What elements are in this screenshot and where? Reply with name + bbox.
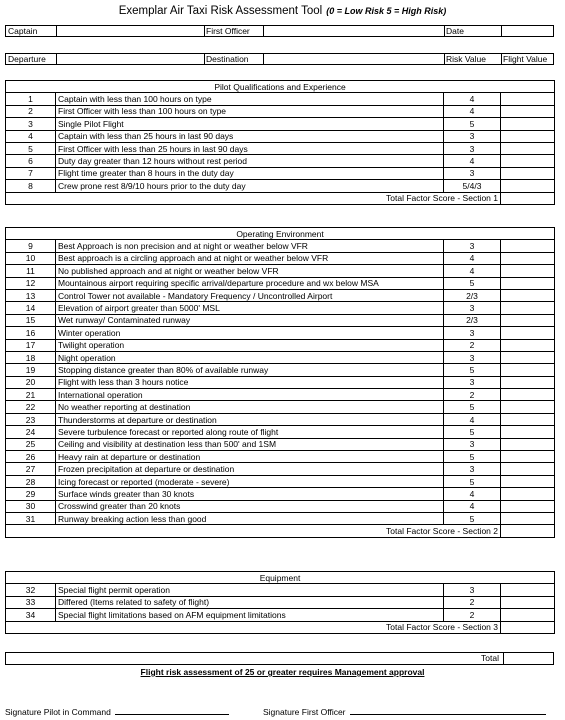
table-row [6,463,555,475]
row-factor: Best Approach is non precision and at night or weather below VFR [56,240,444,252]
first-officer-label: First Officer [206,26,250,36]
row-flight-value[interactable] [501,314,555,326]
row-number: 7 [6,167,56,179]
row-flight-value[interactable] [501,277,555,289]
table-row [6,302,555,314]
row-risk-value: 5 [444,475,501,487]
grand-total-row [5,652,554,665]
departure-label: Departure [8,54,46,64]
row-number: 30 [6,500,56,512]
table-row [6,118,555,130]
section-total-value[interactable] [501,621,555,633]
row-factor: Heavy rain at departure or destination [56,451,444,463]
row-flight-value[interactable] [501,475,555,487]
row-risk-value: 3 [444,463,501,475]
row-factor: International operation [56,389,444,401]
row-number: 33 [6,596,56,608]
row-risk-value: 5 [444,451,501,463]
row-risk-value: 3 [444,376,501,388]
table-row [6,265,555,277]
row-factor: Winter operation [56,327,444,339]
row-flight-value[interactable] [501,389,555,401]
row-risk-value: 3 [444,130,501,142]
signature-pic-line[interactable] [115,706,229,715]
first-officer-field[interactable] [263,26,444,36]
row-flight-value[interactable] [501,376,555,388]
table-row [6,584,555,596]
table-row [6,93,555,105]
table-row [6,277,555,289]
section-heading: Pilot Qualifications and Experience [6,81,555,93]
row-risk-value: 3 [444,584,501,596]
row-number: 31 [6,512,56,524]
row-number: 24 [6,426,56,438]
row-factor: First Officer with less than 25 hours in last 90 days [56,142,444,154]
row-factor: No published approach and at night or weather below VFR [56,265,444,277]
row-flight-value[interactable] [501,142,555,154]
row-factor: Frozen precipitation at departure or destination [56,463,444,475]
row-flight-value[interactable] [501,413,555,425]
row-flight-value[interactable] [501,130,555,142]
row-number: 9 [6,240,56,252]
row-risk-value: 2 [444,389,501,401]
row-flight-value[interactable] [501,438,555,450]
row-factor: Flight with less than 3 hours notice [56,376,444,388]
row-factor: Flight time greater than 8 hours in the duty day [56,167,444,179]
table-row [6,167,555,179]
row-number: 25 [6,438,56,450]
table-row [6,105,555,117]
row-flight-value[interactable] [501,364,555,376]
signature-fo-label: Signature First Officer [263,707,346,717]
signature-fo [263,706,546,717]
row-flight-value[interactable] [501,155,555,167]
section-1-table [5,80,555,205]
row-flight-value[interactable] [501,401,555,413]
row-number: 5 [6,142,56,154]
row-risk-value: 3 [444,327,501,339]
table-row [6,413,555,425]
row-risk-value: 5 [444,512,501,524]
row-flight-value[interactable] [501,302,555,314]
row-number: 10 [6,252,56,264]
table-row [6,451,555,463]
table-row [6,389,555,401]
row-flight-value[interactable] [501,105,555,117]
table-row [6,500,555,512]
row-risk-value: 3 [444,438,501,450]
row-risk-value: 2 [444,339,501,351]
table-row [6,488,555,500]
row-factor: Twilight operation [56,339,444,351]
row-flight-value[interactable] [501,339,555,351]
row-number: 27 [6,463,56,475]
section-total-row [6,621,555,633]
row-number: 20 [6,376,56,388]
signature-pic [5,706,229,717]
row-risk-value: 5/4/3 [444,180,501,192]
section-heading: Operating Environment [6,228,555,240]
table-row [6,180,555,192]
table-row [6,364,555,376]
row-factor: No weather reporting at destination [56,401,444,413]
row-number: 32 [6,584,56,596]
grand-total-label: Total [481,653,499,663]
date-label: Date [446,26,464,36]
row-factor: Single Pilot Flight [56,118,444,130]
section-heading: Equipment [6,572,555,584]
row-number: 18 [6,351,56,363]
row-factor: Thunderstorms at departure or destination [56,413,444,425]
table-row [6,327,555,339]
row-risk-value: 3 [444,351,501,363]
row-flight-value[interactable] [501,584,555,596]
destination-label: Destination [206,54,249,64]
row-risk-value: 2/3 [444,314,501,326]
row-number: 1 [6,93,56,105]
row-risk-value: 5 [444,364,501,376]
section-heading-row [6,572,555,584]
row-risk-value: 2 [444,609,501,621]
table-row [6,142,555,154]
flight-value-label: Flight Value [503,54,548,64]
row-factor: Severe turbulence forecast or reported along route of flight [56,426,444,438]
row-number: 28 [6,475,56,487]
form-title: Exemplar Air Taxi Risk Assessment Tool [118,5,323,17]
row-flight-value[interactable] [501,609,555,621]
table-row [6,155,555,167]
row-factor: Runway breaking action less than good [56,512,444,524]
row-risk-value: 4 [444,155,501,167]
row-factor: Elevation of airport greater than 5000' MSL [56,302,444,314]
section-total-value[interactable] [501,525,555,537]
row-factor: Captain with less than 25 hours in last 90 days [56,130,444,142]
row-number: 23 [6,413,56,425]
row-flight-value[interactable] [501,596,555,608]
row-flight-value[interactable] [501,351,555,363]
captain-field[interactable] [56,26,204,36]
row-factor: Wet runway/ Contaminated runway [56,314,444,326]
risk-value-label: Risk Value [446,54,486,64]
row-risk-value: 3 [444,142,501,154]
row-number: 11 [6,265,56,277]
row-factor: Control Tower not available - Mandatory Frequency / Uncontrolled Airport [56,289,444,301]
row-flight-value[interactable] [501,180,555,192]
row-factor: Special flight limitations based on AFM equipment limitations [56,609,444,621]
row-flight-value[interactable] [501,512,555,524]
row-flight-value[interactable] [501,167,555,179]
signature-fo-line[interactable] [350,706,546,715]
section-total-label: Total Factor Score - Section 1 [6,192,501,204]
row-risk-value: 2 [444,596,501,608]
table-row [6,351,555,363]
row-flight-value[interactable] [501,265,555,277]
row-risk-value: 5 [444,277,501,289]
section-total-label: Total Factor Score - Section 3 [6,621,501,633]
row-number: 26 [6,451,56,463]
table-row [6,596,555,608]
row-flight-value[interactable] [501,463,555,475]
table-row [6,512,555,524]
row-factor: Surface winds greater than 30 knots [56,488,444,500]
section-total-label: Total Factor Score - Section 2 [6,525,501,537]
row-number: 29 [6,488,56,500]
table-row [6,314,555,326]
row-factor: First Officer with less than 100 hours on type [56,105,444,117]
row-number: 12 [6,277,56,289]
row-flight-value[interactable] [501,118,555,130]
row-factor: Mountainous airport requiring specific arrival/departure procedure and wx below MSA [56,277,444,289]
row-factor: Captain with less than 100 hours on type [56,93,444,105]
row-number: 15 [6,314,56,326]
row-flight-value[interactable] [501,252,555,264]
departure-field[interactable] [56,54,204,64]
row-number: 6 [6,155,56,167]
row-number: 4 [6,130,56,142]
row-number: 3 [6,118,56,130]
row-factor: Best approach is a circling approach and at night or weather below VFR [56,252,444,264]
row-risk-value: 3 [444,167,501,179]
section-total-row [6,525,555,537]
header-row-route [5,53,554,65]
form-subtitle: (0 = Low Risk 5 = High Risk) [326,6,447,16]
row-number: 19 [6,364,56,376]
divider [503,653,504,664]
row-number: 14 [6,302,56,314]
table-row [6,426,555,438]
form-title-row [0,5,565,17]
row-factor: Icing forecast or reported (moderate - severe) [56,475,444,487]
approval-note: Flight risk assessment of 25 or greater requires Management approval [140,667,425,677]
section-heading-row [6,81,555,93]
table-row [6,339,555,351]
row-risk-value: 5 [444,118,501,130]
row-risk-value: 3 [444,240,501,252]
table-row [6,289,555,301]
row-factor: Special flight permit operation [56,584,444,596]
row-risk-value: 4 [444,105,501,117]
row-risk-value: 5 [444,426,501,438]
row-risk-value: 4 [444,93,501,105]
row-factor: Crosswind greater than 20 knots [56,500,444,512]
row-flight-value[interactable] [501,500,555,512]
row-factor: Ceiling and visibility at destination less than 500' and 1SM [56,438,444,450]
header-row-crew [5,25,554,37]
row-risk-value: 5 [444,401,501,413]
table-row [6,401,555,413]
section-3-table [5,571,555,634]
row-number: 2 [6,105,56,117]
table-row [6,130,555,142]
row-number: 13 [6,289,56,301]
captain-label: Captain [8,26,38,36]
row-factor: Duty day greater than 12 hours without rest period [56,155,444,167]
row-number: 16 [6,327,56,339]
destination-field[interactable] [263,54,444,64]
row-flight-value[interactable] [501,488,555,500]
row-number: 34 [6,609,56,621]
date-field[interactable] [501,26,553,36]
row-flight-value[interactable] [501,289,555,301]
row-flight-value[interactable] [501,240,555,252]
row-flight-value[interactable] [501,327,555,339]
section-heading-row [6,228,555,240]
table-row [6,252,555,264]
row-risk-value: 2/3 [444,289,501,301]
table-row [6,438,555,450]
row-risk-value: 4 [444,413,501,425]
table-row [6,475,555,487]
row-number: 8 [6,180,56,192]
section-total-value[interactable] [501,192,555,204]
table-row [6,609,555,621]
row-factor: Night operation [56,351,444,363]
row-flight-value[interactable] [501,426,555,438]
table-row [6,240,555,252]
row-flight-value[interactable] [501,93,555,105]
row-risk-value: 4 [444,500,501,512]
row-factor: Stopping distance greater than 80% of available runway [56,364,444,376]
section-2-table [5,227,555,538]
row-factor: Differed (Items related to safety of flight) [56,596,444,608]
table-row [6,376,555,388]
signature-pic-label: Signature Pilot in Command [5,707,111,717]
row-risk-value: 3 [444,302,501,314]
row-risk-value: 4 [444,488,501,500]
row-risk-value: 4 [444,265,501,277]
row-number: 22 [6,401,56,413]
row-flight-value[interactable] [501,451,555,463]
row-factor: Crew prone rest 8/9/10 hours prior to the duty day [56,180,444,192]
row-number: 17 [6,339,56,351]
row-risk-value: 4 [444,252,501,264]
section-total-row [6,192,555,204]
row-number: 21 [6,389,56,401]
